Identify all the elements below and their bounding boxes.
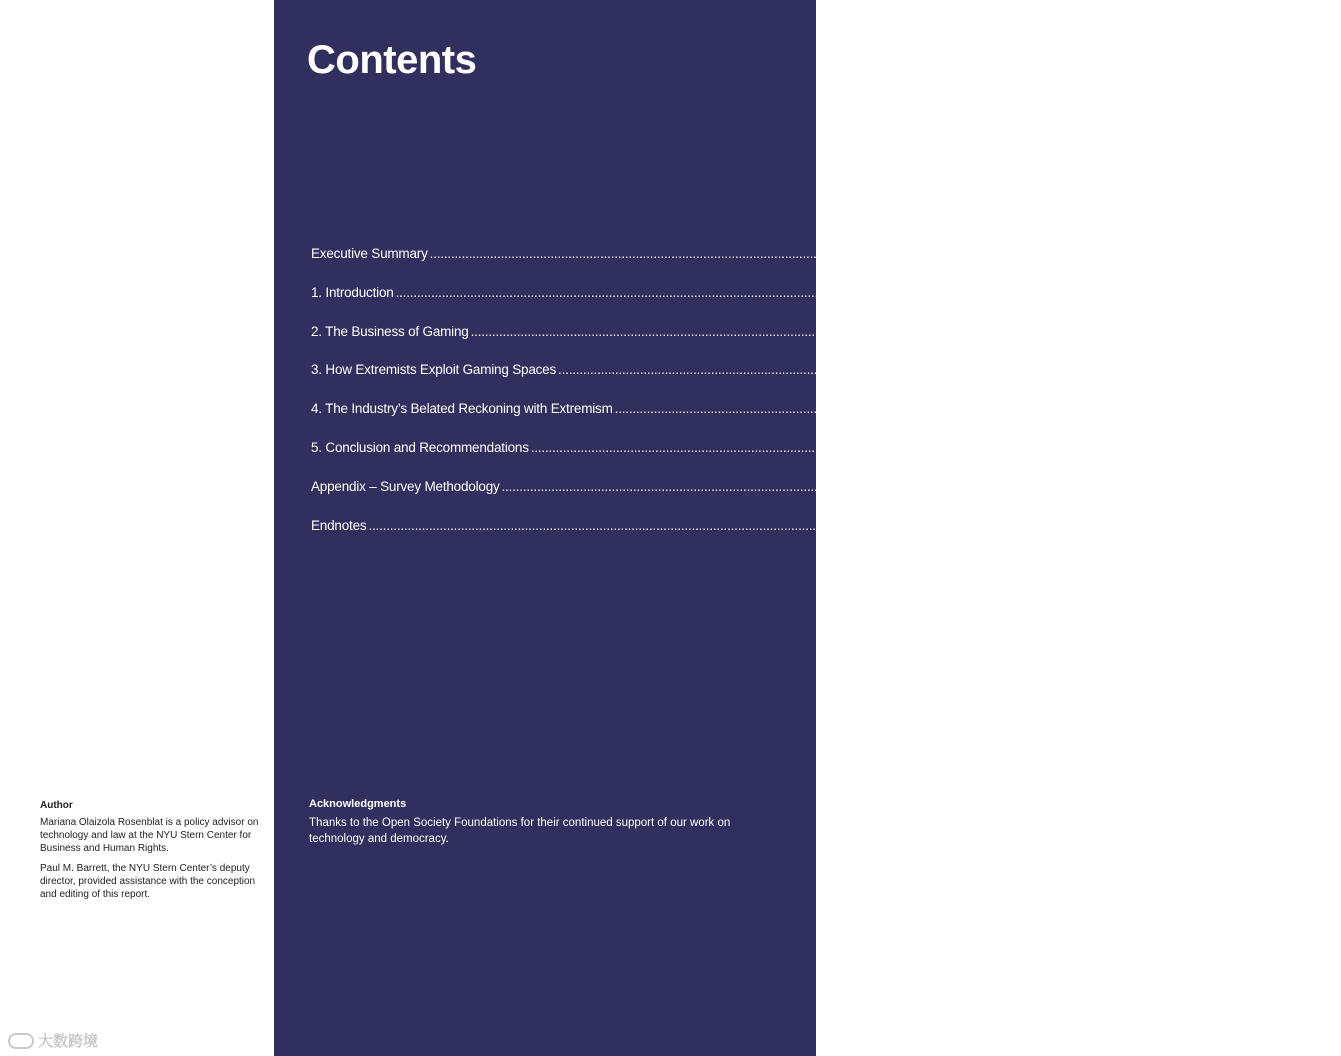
contents-panel bbox=[274, 0, 1341, 1056]
toc-entry-label: Executive Summary bbox=[311, 246, 428, 261]
toc-entry-endnotes[interactable] bbox=[311, 517, 1096, 557]
toc-entry-label: 2. The Business of Gaming bbox=[311, 323, 469, 339]
toc-entry-business-of-gaming[interactable] bbox=[311, 323, 1191, 363]
toc-entry-appendix[interactable] bbox=[311, 478, 1229, 518]
acknowledgments-text: Thanks to the Open Society Foundations for their continued support of our work on technology and democracy. bbox=[309, 817, 731, 845]
toc-entry-label: 3. How Extremists Exploit Gaming Spaces bbox=[311, 362, 557, 378]
logo-mark-icon bbox=[8, 1033, 34, 1049]
toc-page-number: 1 bbox=[1141, 246, 1150, 261]
toc-entry-executive-summary[interactable] bbox=[311, 246, 1150, 285]
toc-entry-introduction[interactable] bbox=[311, 284, 1116, 324]
toc-entry-conclusion[interactable] bbox=[311, 439, 1258, 479]
toc-leader-dots: ........................................................................................................................................................................................................ bbox=[429, 246, 1140, 261]
toc-leader-dots: ........................................................................................................................................................................................................ bbox=[558, 362, 1269, 378]
toc-page-number: 19 bbox=[1326, 401, 1341, 417]
acknowledgments-heading: Acknowledgments bbox=[309, 798, 407, 810]
toc-leader-dots: ........................................................................................................................................................................................................ bbox=[395, 284, 1106, 300]
watermark bbox=[8, 1030, 98, 1051]
left-column bbox=[0, 0, 274, 1056]
toc-leader-dots: ........................................................................................................................................................................................................ bbox=[614, 401, 1325, 417]
toc-page-number: 27 bbox=[1080, 517, 1096, 533]
toc-page-number: 6 bbox=[1182, 323, 1191, 339]
toc-entry-label: Appendix – Survey Methodology bbox=[311, 478, 500, 494]
table-of-contents bbox=[311, 246, 1341, 556]
acknowledgments-section bbox=[309, 798, 759, 847]
toc-page-number: 2 bbox=[1107, 284, 1116, 300]
author-bio: Mariana Olaizola Rosenblat is a policy advisor on technology and law at the NYU Stern Center for Business and Human Rights. bbox=[40, 817, 259, 854]
toc-page-number: 23 bbox=[1242, 439, 1258, 455]
page-title: Contents bbox=[307, 38, 477, 82]
toc-entry-label: 1. Introduction bbox=[311, 284, 394, 300]
toc-entry-label: Endnotes bbox=[311, 517, 367, 533]
toc-page-number: 9 bbox=[1270, 362, 1278, 378]
watermark-text: 大数跨境 bbox=[38, 1033, 99, 1050]
author-section bbox=[40, 800, 262, 908]
toc-entry-industry-reckoning[interactable] bbox=[311, 401, 1341, 440]
toc-entry-label: 5. Conclusion and Recommendations bbox=[311, 439, 529, 455]
toc-page-number: 26 bbox=[1213, 478, 1229, 494]
toc-leader-dots: ........................................................................................................................................................................................................ bbox=[501, 478, 1212, 494]
toc-leader-dots: ........................................................................................................................................................................................................ bbox=[530, 439, 1241, 455]
author-credit: Paul M. Barrett, the NYU Stern Center’s deputy director, provided assistance with the conception and editing of this report. bbox=[40, 863, 256, 900]
author-heading: Author bbox=[40, 800, 73, 811]
toc-entry-extremists-exploit[interactable] bbox=[311, 362, 1278, 401]
toc-leader-dots: ........................................................................................................................................................................................................ bbox=[470, 323, 1181, 339]
toc-leader-dots: ........................................................................................................................................................................................................ bbox=[368, 517, 1079, 533]
toc-entry-label: 4. The Industry’s Belated Reckoning with Extremism bbox=[311, 401, 613, 417]
